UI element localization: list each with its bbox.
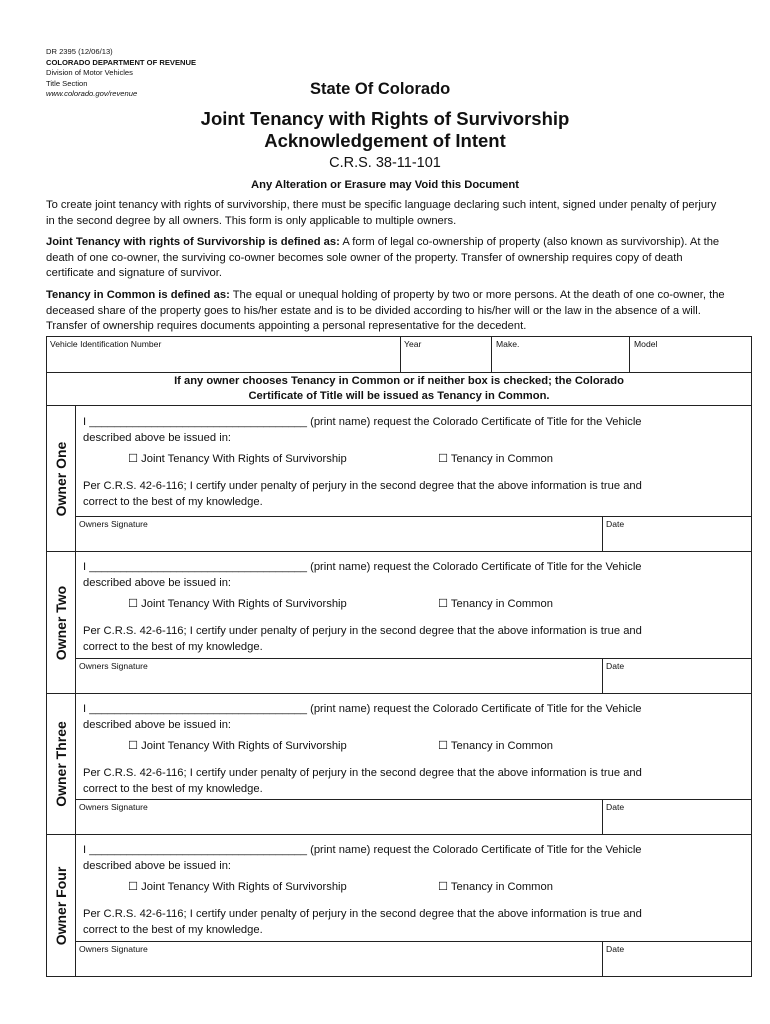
owner-one-request bbox=[83, 415, 723, 446]
header-block bbox=[46, 47, 196, 100]
alteration-warning: Any Alteration or Erasure may Void this Document bbox=[251, 179, 519, 191]
tenancy-common-definition-text: The equal or unequal holding of property by two or more persons. At the death of one co-owner, the deceased share of the property goes to his/her estate and is to be divided according to his/her will or the law in the absence of a will. Transfer of ownership requires documents appointing a personal representative for the decedent. bbox=[46, 289, 725, 332]
intro-paragraph: To create joint tenancy with rights of survivorship, there must be specific language declaring such intent, signed under penalty of perjury in the second degree by all owners. This form is only applicable to multiple owners. bbox=[46, 199, 717, 227]
certify-line-2: correct to the best of my knowledge. bbox=[83, 923, 263, 936]
owner-four-section bbox=[46, 835, 752, 977]
owner-four-tenancy-common-checkbox[interactable]: ☐ Tenancy in Common bbox=[438, 881, 553, 893]
owner-three-signature-row bbox=[75, 799, 751, 834]
request-line-1: I ___________________________________ (print name) request the Colorado Certificate of Title for the Vehicle bbox=[83, 844, 642, 856]
request-line-2: described above be issued in: bbox=[83, 576, 232, 589]
title-line-2: Acknowledgement of Intent bbox=[264, 130, 506, 151]
owner-two-section bbox=[46, 552, 752, 694]
tenancy-notice bbox=[46, 372, 752, 406]
owner-one-label: Owner One bbox=[53, 441, 69, 516]
certify-line-1: Per C.R.S. 42-6-116; I certify under penalty of perjury in the second degree that the above information is true and bbox=[83, 625, 642, 637]
owner-two-tenancy-common-checkbox[interactable]: ☐ Tenancy in Common bbox=[438, 598, 553, 610]
certify-line-1: Per C.R.S. 42-6-116; I certify under penalty of perjury in the second degree that the above information is true and bbox=[83, 767, 642, 779]
owner-two-request bbox=[83, 560, 723, 591]
request-line-2: described above be issued in: bbox=[83, 718, 232, 731]
owner-two-signature-row bbox=[75, 658, 751, 693]
notice-line-1: If any owner chooses Tenancy in Common or if neither box is checked; the Colorado bbox=[174, 375, 624, 387]
form-number: DR 2395 (12/06/13) bbox=[46, 47, 113, 56]
year-field-label: Year bbox=[404, 339, 422, 349]
owner-four-label: Owner Four bbox=[53, 866, 69, 945]
certify-line-1: Per C.R.S. 42-6-116; I certify under penalty of perjury in the second degree that the above information is true and bbox=[83, 908, 642, 920]
make-field-label: Make. bbox=[496, 339, 520, 349]
joint-tenancy-definition-text: A form of legal co-ownership of property (also known as survivorship). At the death of one co-owner, the surviving co-owner becomes sole owner of the property. Transfer of ownership requires copy of death certificate and signature of survivor. bbox=[46, 236, 720, 279]
joint-tenancy-definition bbox=[46, 235, 726, 282]
owner-one-section bbox=[46, 406, 752, 552]
owner-two-signature-field[interactable]: Owners Signature bbox=[79, 661, 148, 671]
owner-two-date-field[interactable]: Date bbox=[606, 661, 625, 671]
request-line-2: described above be issued in: bbox=[83, 859, 232, 872]
owner-four-certification bbox=[83, 907, 723, 938]
certify-line-2: correct to the best of my knowledge. bbox=[83, 640, 263, 653]
owner-three-joint-tenancy-checkbox[interactable]: ☐ Joint Tenancy With Rights of Survivorship bbox=[128, 740, 347, 752]
certify-line-1: Per C.R.S. 42-6-116; I certify under penalty of perjury in the second degree that the above information is true and bbox=[83, 480, 642, 492]
owner-three-section bbox=[46, 694, 752, 835]
owner-one-joint-tenancy-checkbox[interactable]: ☐ Joint Tenancy With Rights of Survivorship bbox=[128, 453, 347, 465]
request-line-1: I ___________________________________ (print name) request the Colorado Certificate of Title for the Vehicle bbox=[83, 703, 642, 715]
website-link[interactable]: www.colorado.gov/revenue bbox=[46, 89, 138, 98]
owner-two-certification bbox=[83, 624, 723, 655]
owner-two-label: Owner Two bbox=[53, 585, 69, 660]
joint-tenancy-definition-label: Joint Tenancy with rights of Survivorship is defined as: bbox=[46, 236, 340, 248]
department-name: COLORADO DEPARTMENT OF REVENUE bbox=[46, 57, 197, 67]
owner-one-date-field[interactable]: Date bbox=[606, 519, 625, 529]
owner-one-certification bbox=[83, 479, 723, 510]
tenancy-common-definition bbox=[46, 288, 726, 335]
notice-line-2: Certificate of Title will be issued as Tenancy in Common. bbox=[248, 390, 550, 402]
owner-one-signature-field[interactable]: Owners Signature bbox=[79, 519, 148, 529]
tenancy-common-definition-label: Tenancy in Common is defined as: bbox=[46, 289, 230, 301]
owner-four-request bbox=[83, 843, 723, 874]
request-line-1: I ___________________________________ (print name) request the Colorado Certificate of Title for the Vehicle bbox=[83, 561, 642, 573]
request-line-2: described above be issued in: bbox=[83, 431, 232, 444]
owner-four-signature-row bbox=[75, 941, 751, 976]
owner-three-signature-field[interactable]: Owners Signature bbox=[79, 802, 148, 812]
owner-two-joint-tenancy-checkbox[interactable]: ☐ Joint Tenancy With Rights of Survivorship bbox=[128, 598, 347, 610]
vin-field-label: Vehicle Identification Number bbox=[50, 339, 162, 349]
model-field-label: Model bbox=[634, 339, 658, 349]
owner-three-request bbox=[83, 702, 723, 733]
state-heading: State Of Colorado bbox=[310, 80, 451, 98]
certify-line-2: correct to the best of my knowledge. bbox=[83, 782, 263, 795]
title-line-1: Joint Tenancy with Rights of Survivorship bbox=[200, 108, 570, 129]
owner-four-signature-field[interactable]: Owners Signature bbox=[79, 944, 148, 954]
statute-reference: C.R.S. 38-11-101 bbox=[329, 155, 441, 171]
owner-four-joint-tenancy-checkbox[interactable]: ☐ Joint Tenancy With Rights of Survivorship bbox=[128, 881, 347, 893]
owner-three-certification bbox=[83, 766, 723, 797]
section-name: Title Section bbox=[46, 78, 88, 88]
owner-one-tenancy-common-checkbox[interactable]: ☐ Tenancy in Common bbox=[438, 453, 553, 465]
owner-three-date-field[interactable]: Date bbox=[606, 802, 625, 812]
request-line-1: I ___________________________________ (print name) request the Colorado Certificate of Title for the Vehicle bbox=[83, 416, 642, 428]
owner-three-label: Owner Three bbox=[53, 721, 69, 807]
owner-three-tenancy-common-checkbox[interactable]: ☐ Tenancy in Common bbox=[438, 740, 553, 752]
certify-line-2: correct to the best of my knowledge. bbox=[83, 495, 263, 508]
owner-four-date-field[interactable]: Date bbox=[606, 944, 625, 954]
vehicle-info-row bbox=[46, 336, 752, 373]
owner-one-signature-row bbox=[75, 516, 751, 551]
division-name: Division of Motor Vehicles bbox=[46, 68, 133, 77]
